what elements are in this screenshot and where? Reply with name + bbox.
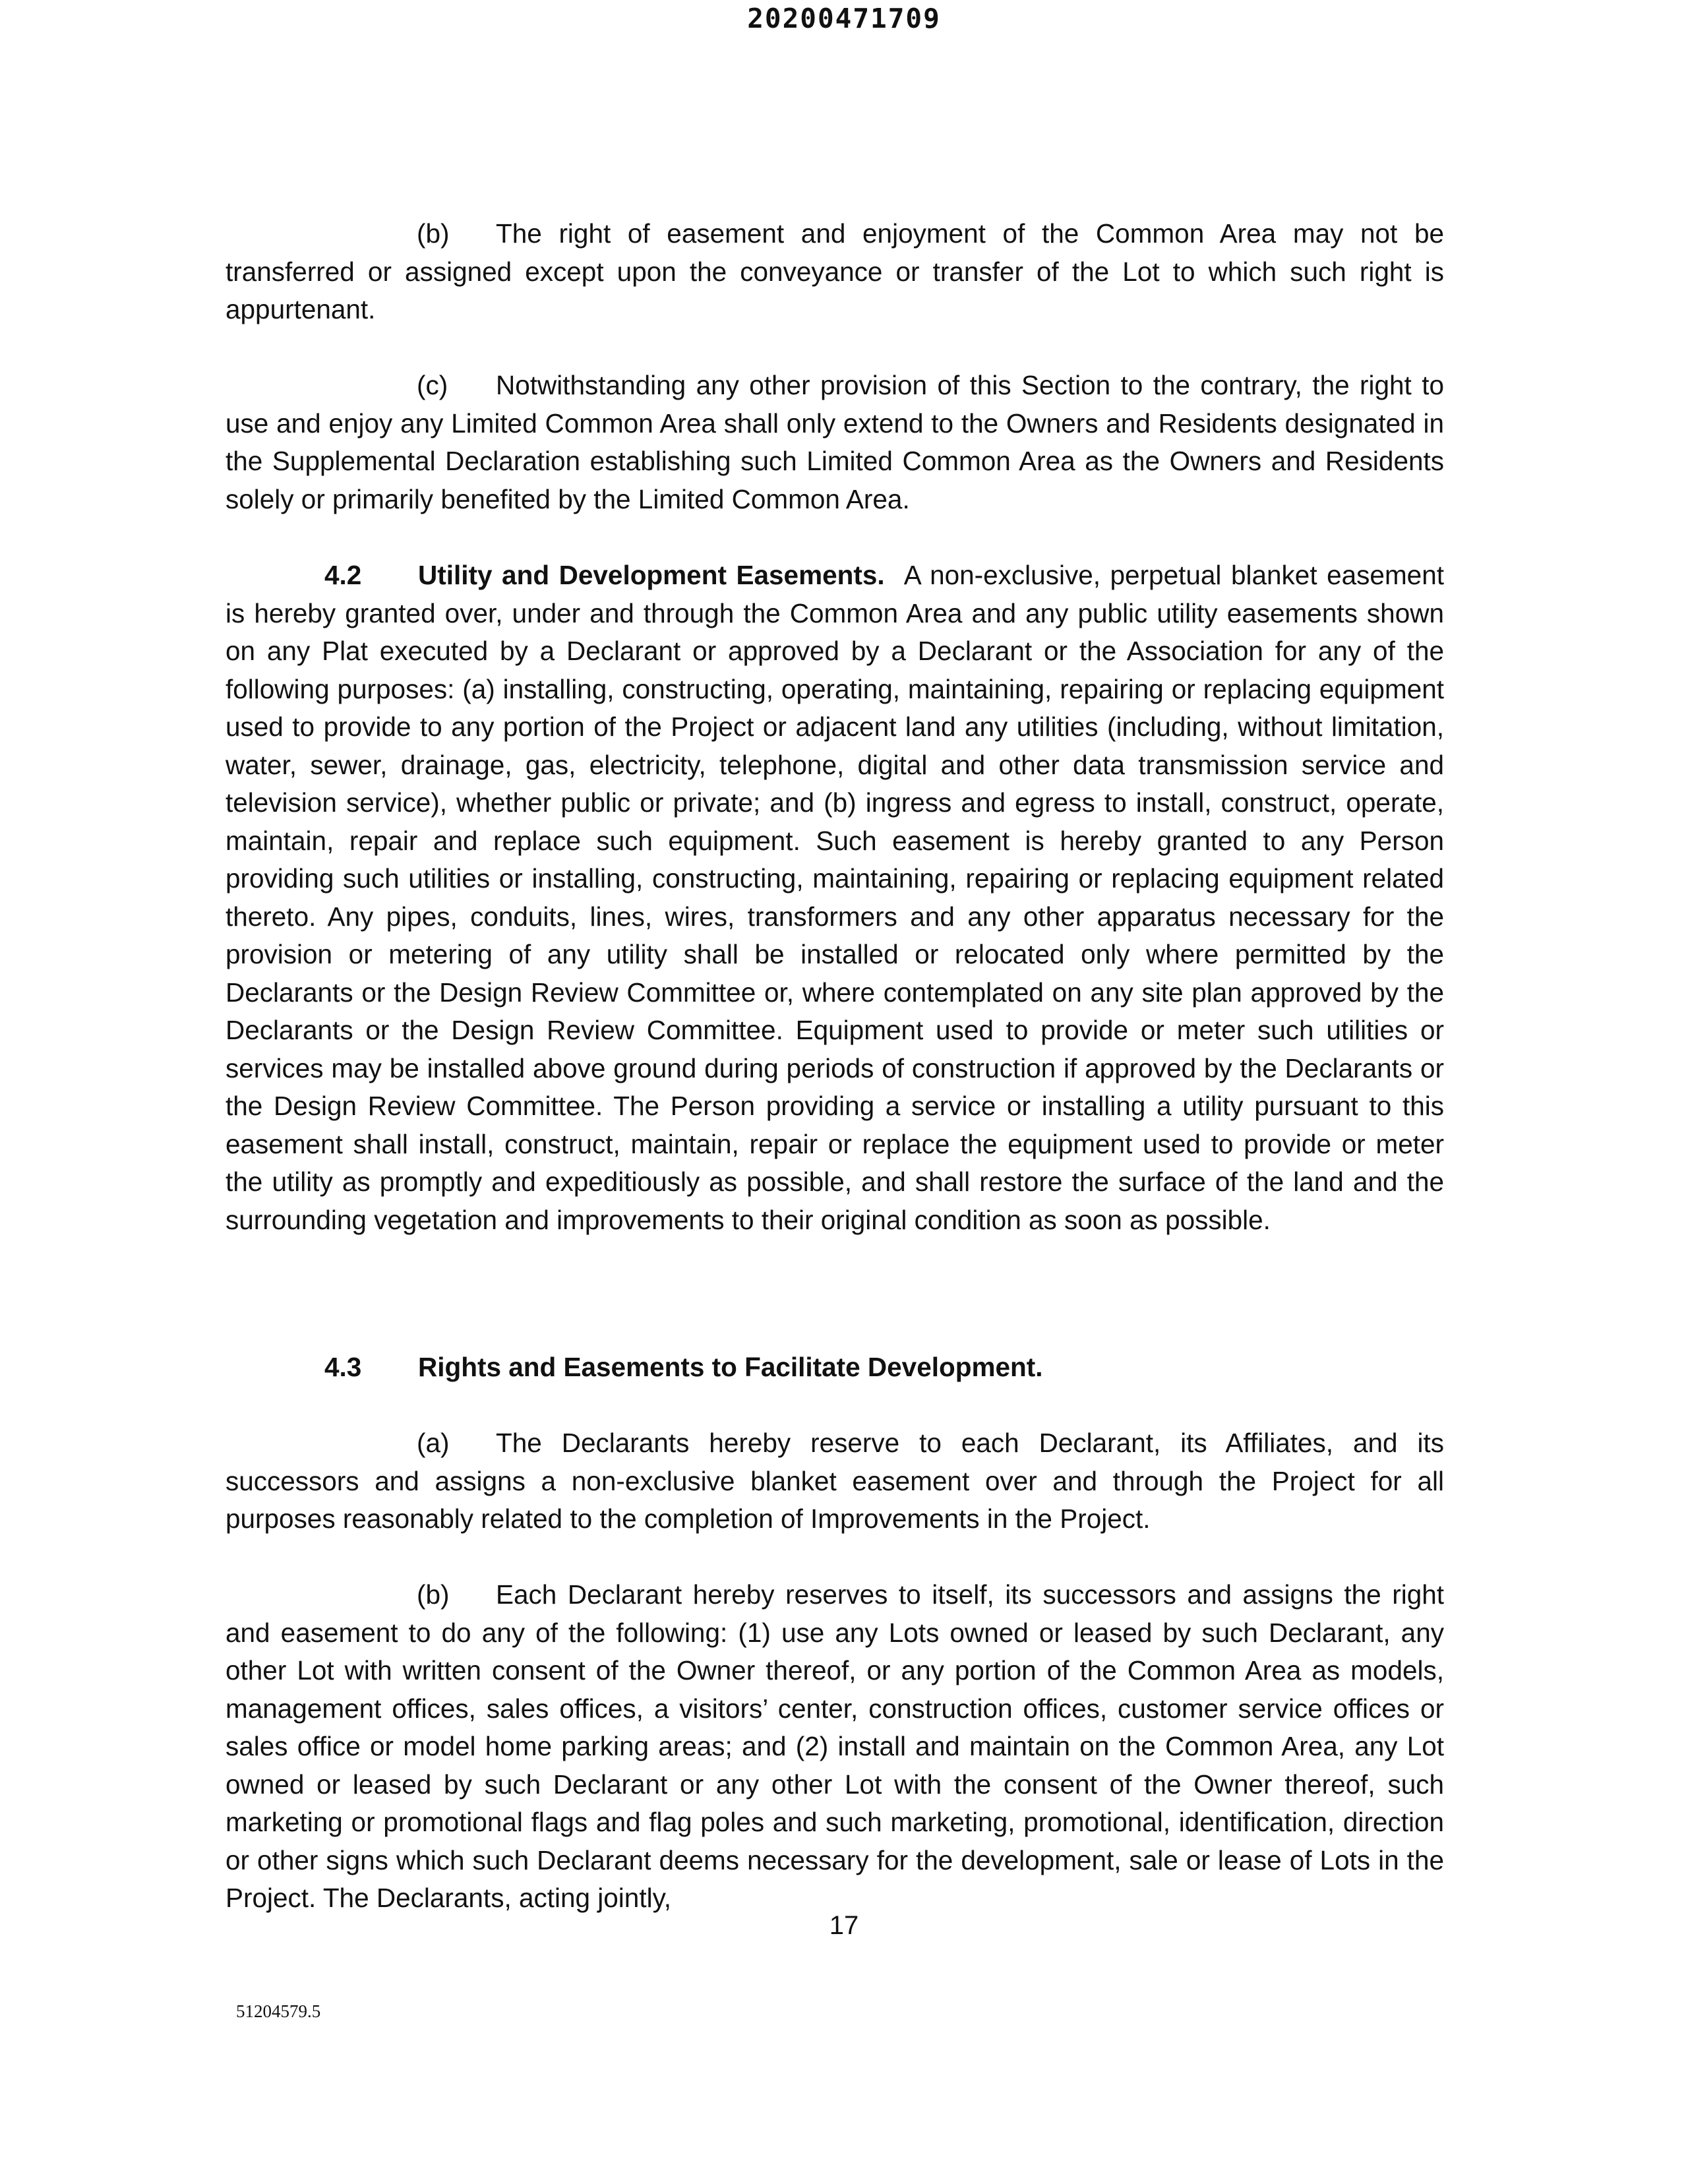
- section-text: A non-exclusive, perpetual blanket easement is hereby granted over, under and through the Common Area and any public utility easements shown on any Plat executed by a Declarant or approved by a Declarant or the Association for any of the following purposes: (a) installing, constructing, operating, maintaining, repairing or replacing equipment used to provide to any portion of the Project or adjacent land any utilities (including, without limitation, water, sewer, drainage, gas, electricity, telephone, digital and other data transmission service and television service), whether public or private; and (b) ingress and egress to install, construct, operate, maintain, repair and replace such equipment. Such easement is hereby granted to any Person providing such utilities or installing, constructing, maintaining, repairing or replacing equipment related thereto. Any pipes, conduits, lines, wires, transformers and any other apparatus necessary for the provision or metering of any utility shall be installed or relocated only where permitted by the Declarants or the Design Review Committee or, where contemplated on any site plan approved by the Declarants or the Design Review Committee. Equipment used to provide or meter such utilities or services may be installed above ground during periods of construction if approved by the Declarants or the Design Review Committee. The Person providing a service or installing a utility pursuant to this easement shall install, construct, maintain, repair or replace the equipment used to provide or meter the utility as promptly and expeditiously as possible, and shall restore the surface of the land and the surrounding vegetation and improvements to their original condition as soon as possible.: [226, 560, 1444, 1235]
- paragraph-text: The Declarants hereby reserve to each Declarant, its Affiliates, and its successors and assigns a non-exclusive blanket easement over and through the Project for all purposes reasonably related to the completion of Improvements in the Project.: [226, 1428, 1444, 1534]
- paragraph-4-3-b: [226, 1576, 1444, 1918]
- paragraph-c: [226, 367, 1444, 518]
- section-4-3-heading: [226, 1349, 1444, 1387]
- paragraph-marker: (b): [417, 1579, 450, 1610]
- paragraph-text: Notwithstanding any other provision of this Section to the contrary, the right to use and enjoy any Limited Common Area shall only extend to the Owners and Residents designated in the Supplemental Declaration establishing such Limited Common Area as the Owners and Residents solely or primarily benefited by the Limited Common Area.: [226, 370, 1444, 514]
- section-heading: Rights and Easements to Facilitate Development.: [418, 1352, 1043, 1382]
- document-id: 51204579.5: [236, 2001, 321, 2021]
- recording-number: 20200471709: [747, 3, 941, 34]
- paragraph-marker: (a): [417, 1428, 450, 1458]
- section-4-2: [226, 557, 1444, 1239]
- paragraph-marker: (b): [417, 218, 450, 249]
- section-heading: Utility and Development Easements.: [418, 560, 885, 590]
- section-number: 4.2: [324, 560, 362, 590]
- paragraph-4-3-a: [226, 1424, 1444, 1538]
- paragraph-marker: (c): [417, 370, 448, 400]
- paragraph-text: The right of easement and enjoyment of the Common Area may not be transferred or assigned except upon the conveyance or transfer of the Lot to which such right is appurtenant.: [226, 218, 1444, 324]
- paragraph-text: Each Declarant hereby reserves to itself, its successors and assigns the right and easement to do any of the following: (1) use any Lots owned or leased by such Declarant, any other Lot with written consent of the Owner thereof, or any portion of the Common Area as models, management offices, sales offices, a visitors’ center, construction offices, customer service offices or sales office or model home parking areas; and (2) install and maintain on the Common Area, any Lot owned or leased by such Declarant or any other Lot with the consent of the Owner thereof, such marketing or promotional flags and flag poles and such marketing, promotional, identification, direction or other signs which such Declarant deems necessary for the development, sale or lease of Lots in the Project. The Declarants, acting jointly,: [226, 1579, 1444, 1913]
- page-number: 17: [829, 1911, 859, 1940]
- paragraph-b: [226, 215, 1444, 329]
- section-number: 4.3: [324, 1352, 362, 1382]
